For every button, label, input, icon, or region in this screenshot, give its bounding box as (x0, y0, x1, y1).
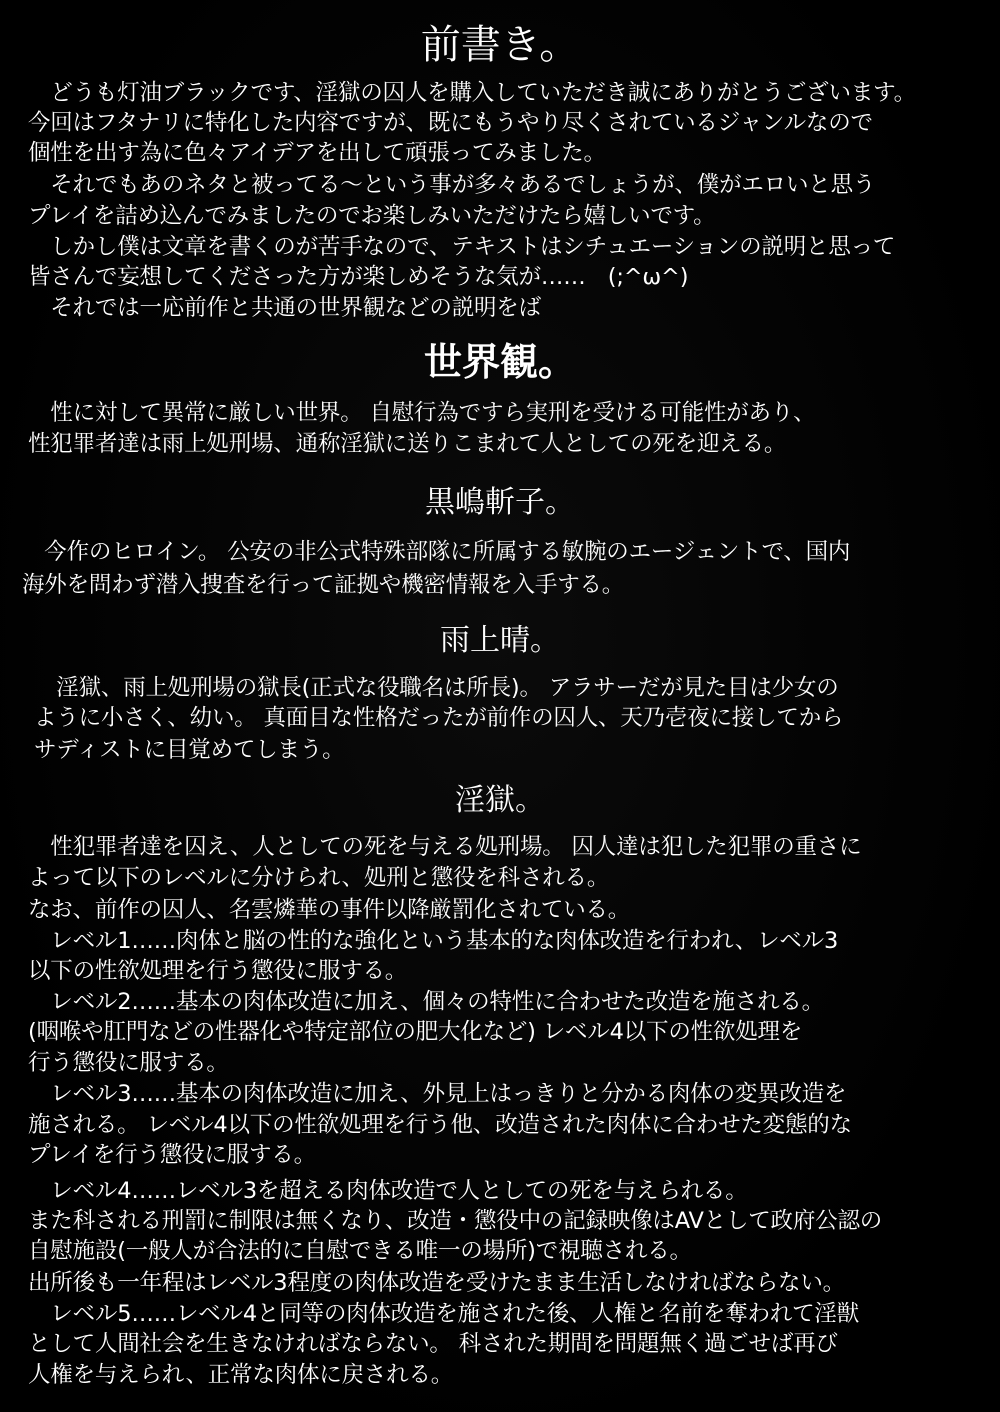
world-line: 性に対して異常に厳しい世界。 自慰行為ですら実刑を受ける可能性があり、 (28, 400, 816, 426)
prison-line: として人間社会を生きなければならない。 科された期間を問題無く過ごせば再び (28, 1331, 838, 1357)
prison-line: 自慰施設(一般人が合法的に自慰できる唯一の場所)で視聴される。 (28, 1238, 692, 1264)
preface-line: しかし僕は文章を書くのが苦手なので、テキストはシチュエーションの説明と思って (28, 234, 896, 260)
section-title-world: 世界観。 (423, 340, 576, 384)
prison-line: なお、前作の囚人、名雲燐華の事件以降厳罰化されている。 (28, 897, 631, 923)
prison-line: レベル4……レベル3を超える肉体改造で人としての死を与えられる。 (28, 1178, 748, 1204)
prison-line: レベル1……肉体と脳の性的な強化という基本的な肉体改造を行われ、レベル3 (28, 928, 839, 954)
section-title-preface: 前書き。 (420, 22, 580, 68)
prison-line: よって以下のレベルに分けられ、処刑と懲役を科される。 (28, 865, 610, 891)
world-line: 性犯罪者達は雨上処刑場、通称淫獄に送りこまれて人としての死を迎える。 (28, 431, 787, 457)
prison-line: 人権を与えられ、正常な肉体に戻される。 (28, 1362, 454, 1388)
warden-line: サディストに目覚めてしまう。 (34, 737, 345, 763)
heroine-line: 今作のヒロイン。 公安の非公式特殊部隊に所属する敏腕のエージェントで、国内 (22, 539, 851, 565)
prison-line: また科される刑罰に制限は無くなり、改造・懲役中の記録映像はAVとして政府公認の (28, 1208, 883, 1234)
prison-line: 出所後も一年程はレベル3程度の肉体改造を受けたまま生活しなければならない。 (28, 1270, 845, 1296)
prison-line: レベル5……レベル4と同等の肉体改造を施された後、人権と名前を奪われて淫獣 (28, 1301, 860, 1327)
section-title-heroine: 黒嶋斬子。 (425, 485, 575, 520)
section-title-prison: 淫獄。 (455, 783, 545, 818)
warden-line: 淫獄、雨上処刑場の獄長(正式な役職名は所長)。 アラサーだが見た目は少女の (34, 675, 839, 701)
preface-line: 皆さんで妄想してくださった方が楽しめそうな気が…… (;^ω^) (28, 264, 689, 290)
section-title-warden: 雨上晴。 (440, 623, 560, 658)
warden-line: ように小さく、幼い。 真面目な性格だったが前作の囚人、天乃壱夜に接してから (34, 705, 844, 731)
prison-line: (咽喉や肛門などの性器化や特定部位の肥大化など) レベル4以下の性欲処理を (28, 1019, 803, 1045)
preface-line: 今回はフタナリに特化した内容ですが、既にもうやり尽くされているジャンルなので (28, 110, 873, 136)
preface-line: プレイを詰め込んでみましたのでお楽しみいただけたら嬉しいです。 (28, 203, 716, 229)
prison-line: 以下の性欲処理を行う懲役に服する。 (28, 958, 408, 984)
prison-line: 施される。 レベル4以下の性欲処理を行う他、改造された肉体に合わせた変態的な (28, 1112, 852, 1138)
prison-line: レベル3……基本の肉体改造に加え、外見上はっきりと分かる肉体の変異改造を (28, 1081, 847, 1107)
preface-line: どうも灯油ブラックです、淫獄の囚人を購入していただき誠にありがとうございます。 (28, 80, 916, 106)
preface-line: それでもあのネタと被ってる～という事が多々あるでしょうが、僕がエロいと思う (28, 172, 876, 198)
prison-line: レベル2……基本の肉体改造に加え、個々の特性に合わせた改造を施される。 (28, 989, 824, 1015)
preface-line: 個性を出す為に色々アイデアを出して頑張ってみました。 (28, 140, 606, 166)
heroine-line: 海外を問わず潜入捜査を行って証拠や機密情報を入手する。 (22, 572, 625, 598)
prison-line: 行う懲役に服する。 (28, 1050, 229, 1076)
prison-line: プレイを行う懲役に服する。 (28, 1142, 316, 1168)
preface-line: それでは一応前作と共通の世界観などの説明をば (28, 295, 541, 321)
prison-line: 性犯罪者達を囚え、人としての死を与える処刑場。 囚人達は犯した犯罪の重さに (28, 834, 862, 860)
